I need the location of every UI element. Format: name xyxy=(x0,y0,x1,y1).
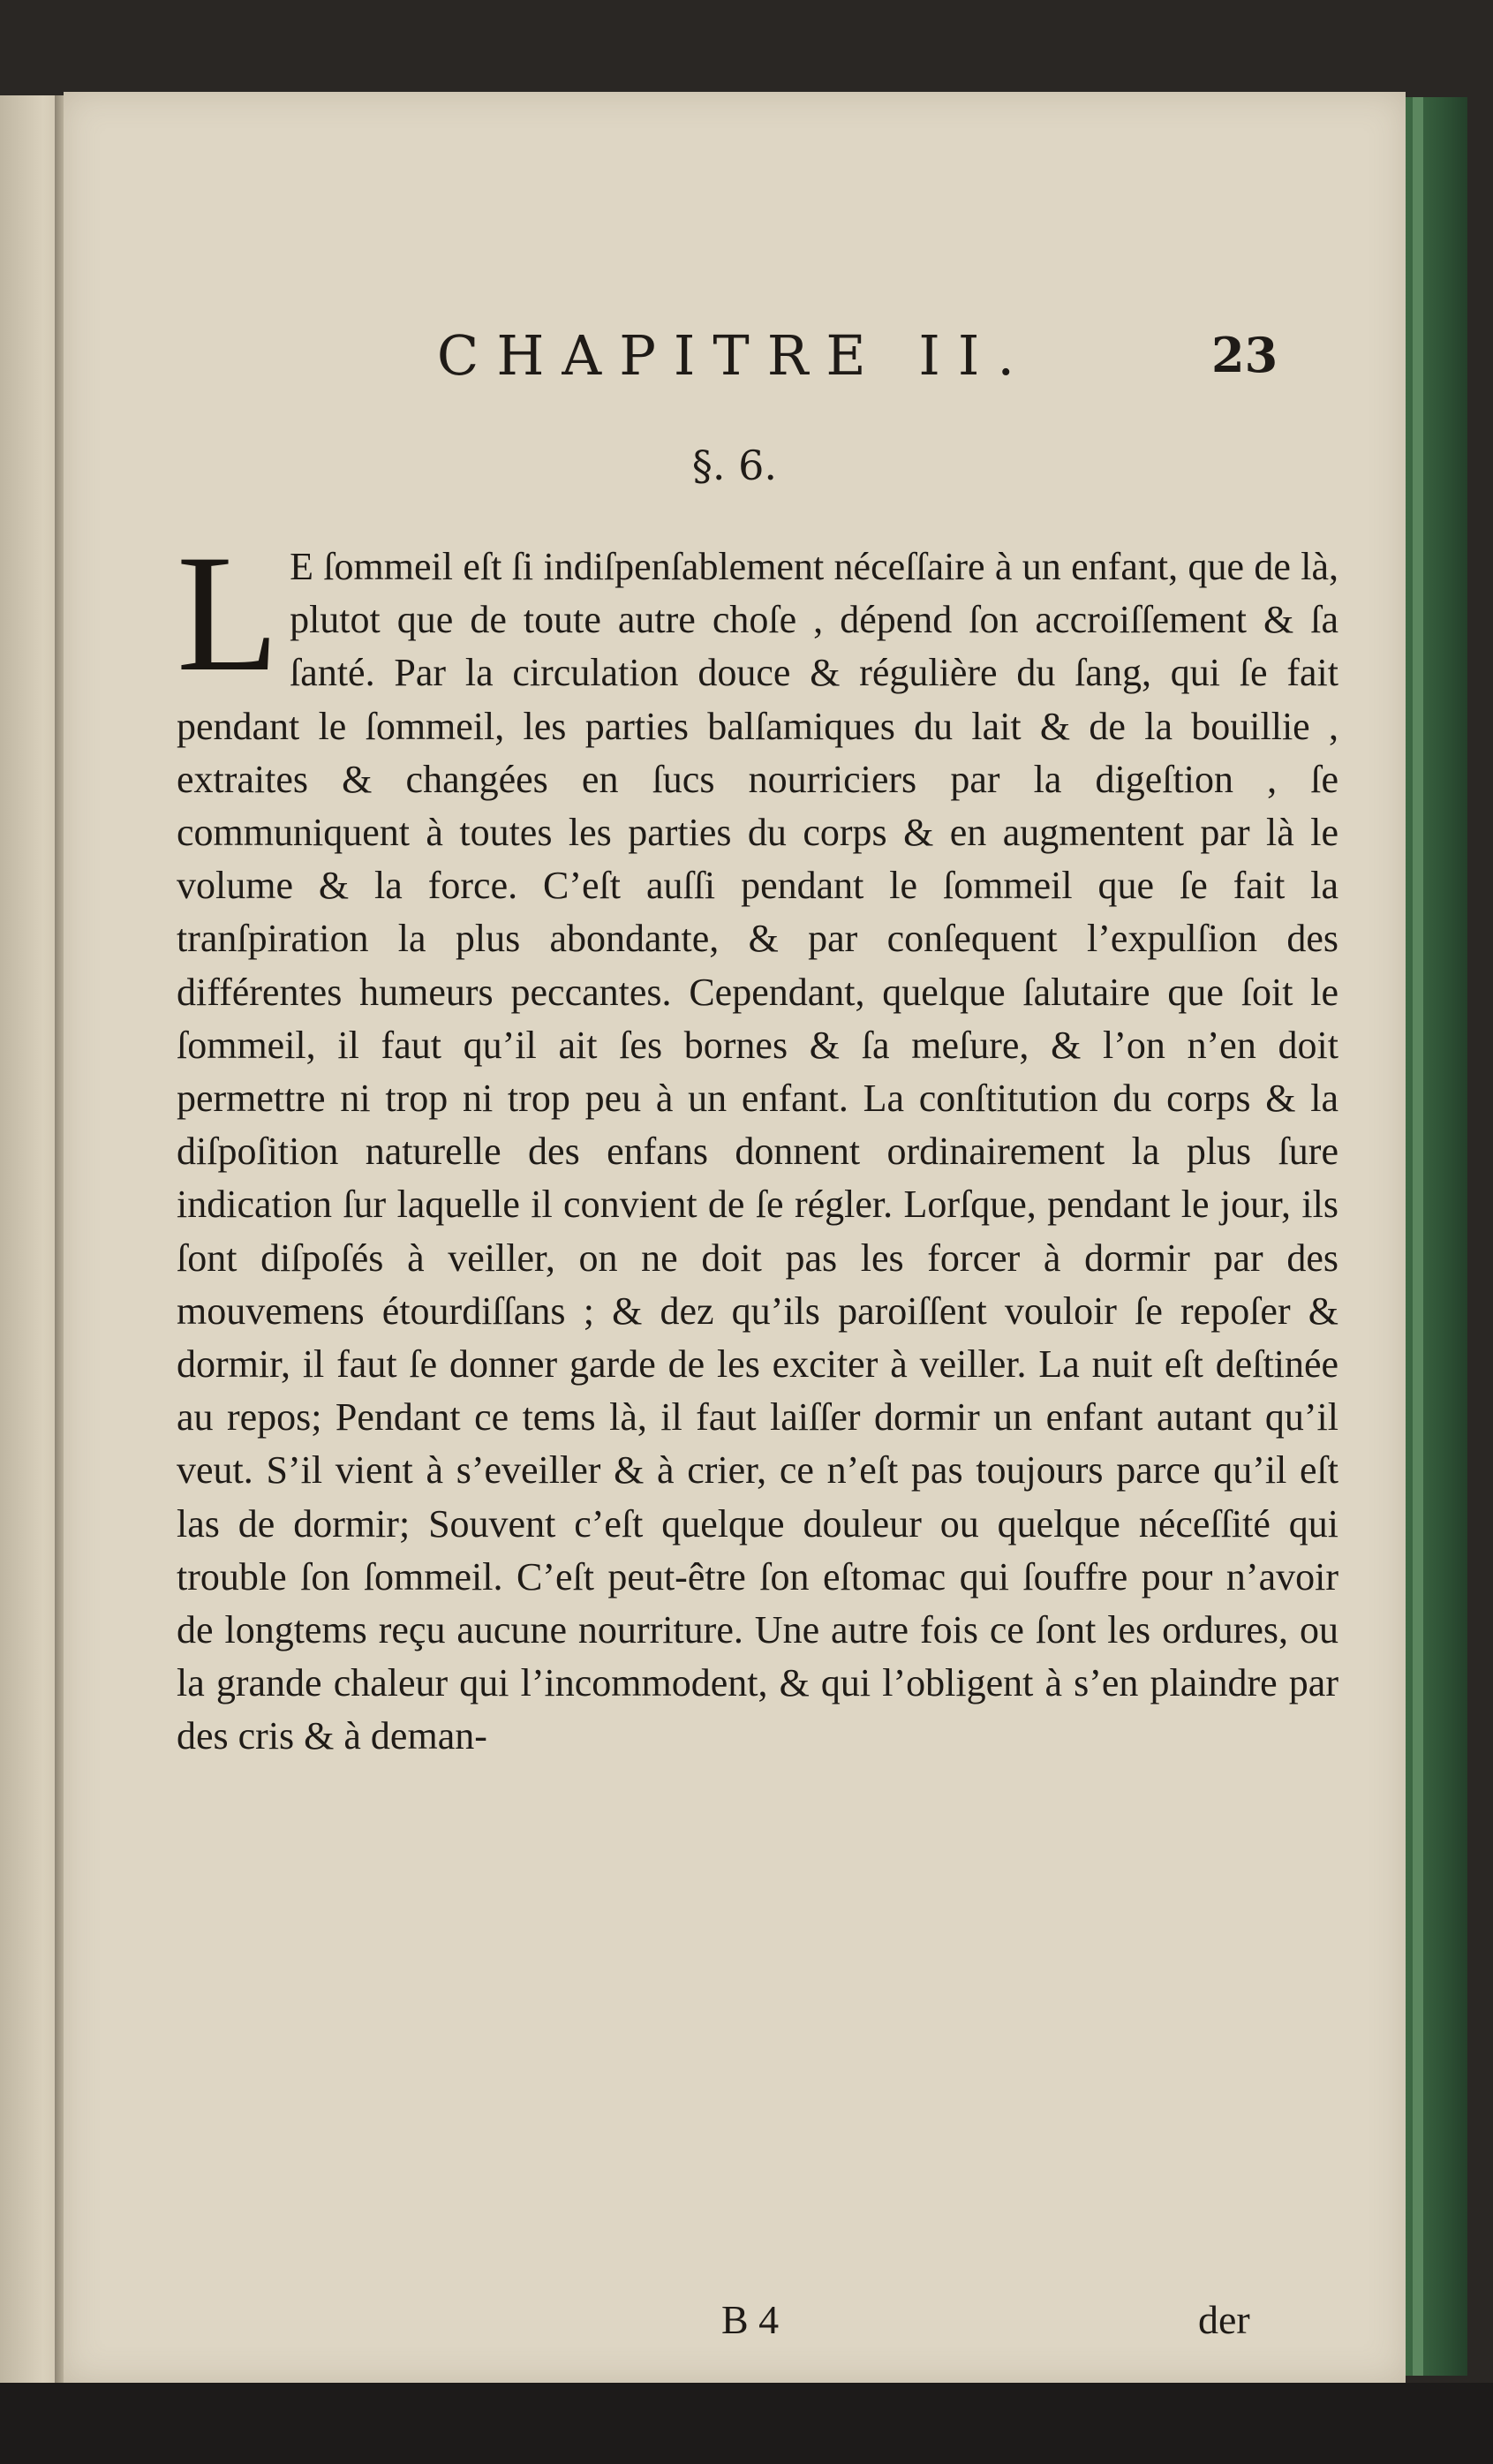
paragraph: E ſommeil eſt ſi indiſpenſablement néceſſaire à un enfant, que de là, plutot que de toute autre choſe , dépend ſon accroiſſement & ſa ſanté. Par la circulation douce & régulière du ſang, qui ſe fait pendant le ſommeil, les parties balſamiques du lait & de la bouillie , extraites & changées en ſucs nourriciers par la digeſtion , ſe communiquent à toutes les parties du corps & en augmentent par là le volume & la force. C’eſt auſſi pendant le ſommeil que ſe fait la tranſpiration la plus abondante, & par conſequent l’expulſion des différentes humeurs peccantes. Cependant, quelque ſalutaire que ſoit le ſommeil, il faut qu’il ait ſes bornes & ſa meſure, & l’on n’en doit permettre ni trop ni trop peu à un enfant. La conſtitution du corps & la diſpoſition naturelle des enfans donnent ordinairement la plus ſure indication ſur laquelle il convient de ſe régler. Lorſque, pendant le jour, ils ſont diſpoſés à veiller, on ne doit pas les forcer à dormir par des mouvemens étourdiſſans ; & dez qu’ils paroiſſent vouloir ſe repoſer & dormir, il faut ſe donner garde de les exciter à veiller. La nuit eſt deſtinée au repos; Pendant ce tems là, il faut laiſſer dormir un enfant autant qu’il veut. S’il vient à s’eveiller & à crier, ce n’eſt pas toujours parce qu’il eſt las de dormir; Souvent c’eſt quelque douleur ou quelque néceſſité qui trouble ſon ſommeil. C’eſt peut-être ſon eſtomac qui ſouffre pour n’avoir de longtems reçu aucune nourriture. Une autre fois ce ſont les ordures, ou la grande chaleur qui l’incommodent, & qui l’obligent à s’en plaindre par des cris & à deman- xyxy=(177,545,1338,1758)
drop-cap: L xyxy=(177,521,280,707)
chapter-title: CHAPITRE II. xyxy=(436,323,1033,388)
running-head xyxy=(64,323,1406,394)
catchword: der xyxy=(1198,2297,1250,2342)
book-page xyxy=(64,92,1406,2383)
cover-edge-highlight xyxy=(1413,97,1423,2376)
body-text xyxy=(177,521,1338,1764)
page-number: 23 xyxy=(1211,327,1278,383)
signature-mark: B 4 xyxy=(721,2297,780,2342)
section-marker: §. 6. xyxy=(691,442,778,489)
left-page-edge xyxy=(0,95,62,2383)
background-shadow xyxy=(0,2383,1493,2464)
